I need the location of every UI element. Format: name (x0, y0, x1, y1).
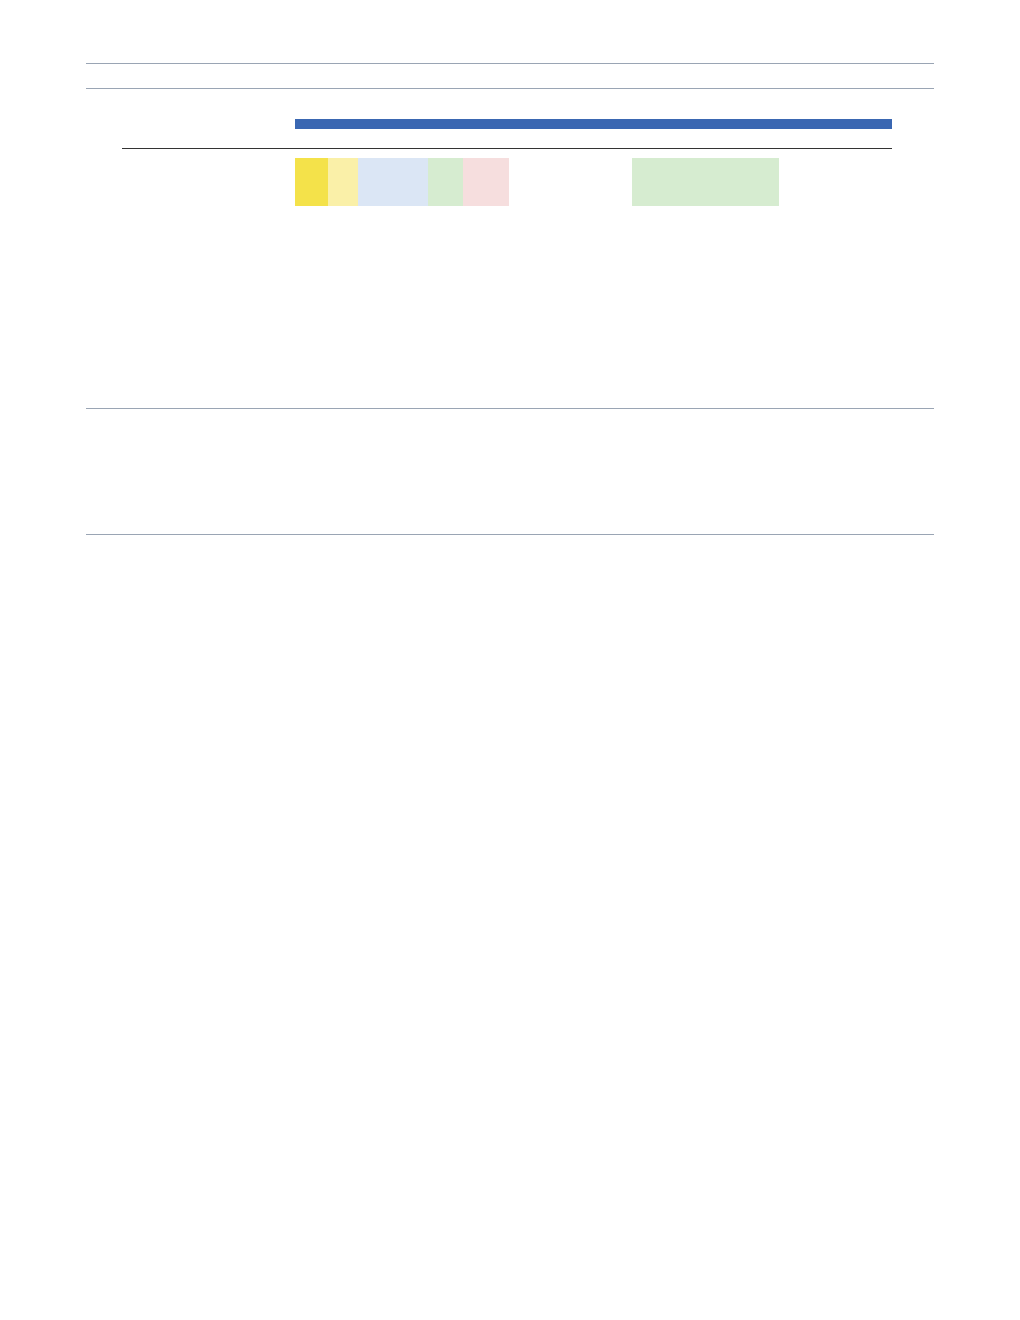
table-cell (600, 178, 632, 188)
table-cell (725, 158, 752, 168)
col-company (122, 129, 166, 139)
table-cell (632, 158, 670, 168)
table-cell (358, 168, 398, 178)
table-cell (269, 197, 295, 207)
col-tp-implied-pe (398, 129, 463, 139)
col-tp-old (463, 129, 509, 139)
table-cell (166, 197, 212, 207)
table-cell (166, 187, 212, 197)
table-cell (571, 158, 599, 168)
table-cell (213, 187, 243, 197)
table-cell (358, 197, 398, 207)
sub-dy-2026 (866, 138, 892, 148)
table-cell (463, 187, 509, 197)
table-cell (600, 187, 632, 197)
table-cell (398, 158, 428, 168)
table-cell (866, 158, 892, 168)
table-cell (670, 158, 697, 168)
col-mv (269, 129, 295, 139)
table-row (122, 168, 892, 178)
figure-bottom-divider (86, 408, 934, 409)
table-cell (779, 158, 809, 168)
sub-ocf-2026 (725, 138, 752, 148)
table-cell (752, 187, 779, 197)
table-cell (122, 197, 166, 207)
table-cell (725, 197, 752, 207)
table-cell (243, 187, 269, 197)
figure-top-divider (86, 88, 934, 89)
sub-ocf-2025 (697, 138, 724, 148)
heading-divider (86, 534, 934, 535)
table-cell (725, 168, 752, 178)
table-cell (295, 197, 327, 207)
sub-price-date (600, 138, 632, 148)
table-cell (839, 158, 865, 168)
table-cell (463, 168, 509, 178)
table-row (122, 197, 892, 207)
sub-pe-old (398, 138, 428, 148)
table-cell (632, 197, 670, 207)
table-cell (632, 178, 670, 188)
table-cell (328, 168, 358, 178)
table-cell (122, 187, 166, 197)
col-rating-old (213, 129, 243, 139)
table-cell (600, 168, 632, 178)
table-cell (243, 197, 269, 207)
table-cell (697, 197, 724, 207)
table-cell (358, 178, 398, 188)
group-target-price (463, 119, 671, 129)
group-cash-earnings-quality (670, 119, 779, 129)
table-cell (509, 168, 571, 178)
table-cell (122, 168, 166, 178)
table-cell (243, 168, 269, 178)
table-cell (398, 197, 428, 207)
sub-tp-old (463, 138, 509, 148)
table-cell (839, 168, 865, 178)
table-cell (295, 158, 327, 168)
table-cell (752, 168, 779, 178)
sub-eps-new (328, 138, 358, 148)
sub-dy-2025 (839, 138, 865, 148)
table-cell (166, 158, 212, 168)
sub-rating-old (213, 138, 243, 148)
table-cell (463, 178, 509, 188)
table-cell (697, 158, 724, 168)
table-cell (752, 158, 779, 168)
col-ticker (166, 129, 212, 139)
sub-pe-2026 (809, 138, 839, 148)
table-row (122, 178, 892, 188)
table-cell (866, 187, 892, 197)
table-cell (571, 168, 599, 178)
table-cell (213, 168, 243, 178)
table-cell (295, 178, 327, 188)
table-cell (697, 168, 724, 178)
table-cell (243, 158, 269, 168)
table-cell (328, 158, 358, 168)
table-cell (295, 187, 327, 197)
col-ocf-ni (670, 129, 779, 139)
table-cell (166, 168, 212, 178)
table-cell (809, 158, 839, 168)
table-cell (725, 178, 752, 188)
group-valuation (779, 119, 892, 129)
table-row (122, 158, 892, 168)
column-header-row (122, 129, 892, 139)
table-cell (839, 197, 865, 207)
sub-lt-old (358, 138, 398, 148)
table-cell (213, 197, 243, 207)
table-cell (328, 197, 358, 207)
table-cell (809, 187, 839, 197)
table-cell (358, 187, 398, 197)
table-cell (428, 178, 462, 188)
table-cell (866, 197, 892, 207)
group-target-multiple (358, 119, 463, 129)
table-cell (243, 178, 269, 188)
table-cell (509, 178, 571, 188)
table-cell (600, 197, 632, 207)
col-dividend-yield (839, 129, 892, 139)
table-cell (398, 168, 428, 178)
group-header-row (122, 119, 892, 129)
table-cell (779, 197, 809, 207)
table-cell (866, 178, 892, 188)
ratings-table (122, 119, 892, 381)
header-divider (86, 63, 934, 64)
sub-pe-new (428, 138, 462, 148)
table-cell (398, 187, 428, 197)
table-cell (358, 158, 398, 168)
table-cell (779, 168, 809, 178)
group-eps-growth (295, 119, 357, 129)
table-cell (509, 197, 571, 207)
table-cell (509, 187, 571, 197)
table-cell (463, 197, 509, 207)
table-cell (600, 158, 632, 168)
table-cell (809, 197, 839, 207)
table-cell (725, 187, 752, 197)
table-cell (670, 168, 697, 178)
table-cell (632, 187, 670, 197)
sub-pe-2025 (779, 138, 809, 148)
table-cell (428, 168, 462, 178)
col-trailing-pe (779, 129, 839, 139)
table-cell (428, 158, 462, 168)
table-cell (328, 187, 358, 197)
sub-ocf-2024 (670, 138, 697, 148)
table-cell (428, 187, 462, 197)
col-rating-new (243, 129, 269, 139)
table-cell (752, 197, 779, 207)
table-cell (809, 178, 839, 188)
table-cell (779, 187, 809, 197)
col-implied-upside (632, 129, 670, 139)
table-cell (269, 178, 295, 188)
table-cell (670, 187, 697, 197)
table-cell (213, 178, 243, 188)
table-cell (809, 168, 839, 178)
table-cell (122, 178, 166, 188)
table-cell (571, 187, 599, 197)
sub-tp-new (509, 138, 571, 148)
table-cell (670, 178, 697, 188)
column-subheader-row (122, 138, 892, 148)
table-cell (752, 178, 779, 188)
col-tp-new (509, 129, 571, 139)
col-lt-multiple (358, 129, 398, 139)
table-cell (571, 197, 599, 207)
col-pct-chg (571, 129, 599, 139)
table-cell (122, 158, 166, 168)
table-cell (509, 158, 571, 168)
table-cell (571, 178, 599, 188)
col-share-price (600, 129, 632, 139)
sub-upside-pct (632, 138, 670, 148)
table-cell (839, 178, 865, 188)
sub-eps-old (295, 138, 327, 148)
table-cell (632, 168, 670, 178)
table-cell (328, 178, 358, 188)
col-eps-cagr-old (295, 129, 327, 139)
table-cell (269, 187, 295, 197)
table-cell (295, 168, 327, 178)
table-cell (463, 158, 509, 168)
table-cell (398, 178, 428, 188)
col-eps-cagr (328, 129, 358, 139)
table-cell (166, 178, 212, 188)
table-cell (779, 178, 809, 188)
table-cell (697, 178, 724, 188)
sub-rating-new (243, 138, 269, 148)
table-cell (213, 158, 243, 168)
sub-ocf-2027 (752, 138, 779, 148)
table-cell (866, 168, 892, 178)
table-cell (670, 197, 697, 207)
table-row (122, 187, 892, 197)
table-cell (697, 187, 724, 197)
table-cell (428, 197, 462, 207)
table-cell (839, 187, 865, 197)
table-cell (269, 158, 295, 168)
table-cell (269, 168, 295, 178)
